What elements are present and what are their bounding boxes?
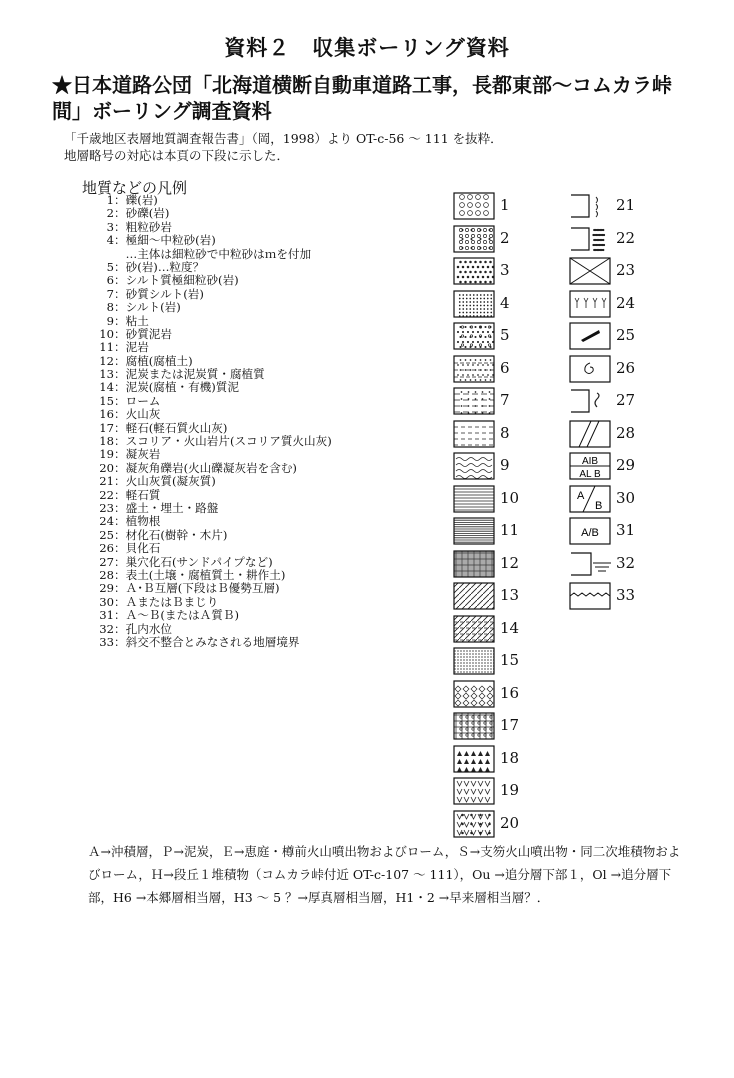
legend-item-number: 6 (106, 273, 114, 288)
legend-swatch-number: 16 (500, 683, 520, 702)
legend-item-label: ：軽石(軽石質火山灰) (114, 420, 228, 435)
legend-item (88, 636, 448, 649)
legend-swatch-pattern (453, 745, 497, 774)
legend-item-number: 23 (99, 500, 114, 515)
legend-item-number: 21 (99, 474, 114, 489)
legend-swatch-row (566, 420, 676, 453)
legend-item-label: ：火山灰 (114, 407, 161, 422)
legend-swatch-number: 20 (500, 813, 520, 832)
legend-item-label: ：泥炭または泥炭質・腐植質 (114, 367, 265, 382)
legend-item (88, 408, 448, 421)
legend-swatch-row (566, 452, 676, 485)
legend-item-number: 18 (99, 434, 114, 449)
legend-swatch-row (566, 485, 676, 518)
legend-item-number: 1 (106, 193, 114, 207)
legend-item-label: ：凝灰岩 (114, 447, 161, 462)
legend-item-label: ：砂礫(岩) (114, 206, 170, 221)
legend-item (88, 515, 448, 528)
legend-swatch-pattern (569, 485, 613, 514)
legend-swatch-row (450, 517, 540, 550)
legend-swatch-pattern (453, 777, 497, 806)
legend-swatch-column-1 (450, 192, 540, 842)
legend-swatch-row (566, 225, 676, 258)
legend-swatch-number: 31 (616, 521, 636, 539)
legend-swatch-number: 3 (500, 261, 510, 279)
document-subtitle: ★日本道路公団「北海道横断自動車道路工事，長都東部～コムカラ峠間」ボーリング調査資料 (52, 73, 672, 123)
legend-swatch-row (566, 322, 676, 355)
legend-item (88, 261, 448, 274)
legend-item-label: ：貝化石 (114, 541, 161, 556)
legend-swatch-pattern (569, 290, 613, 319)
legend-swatch-row (450, 647, 540, 680)
legend-swatch-pattern (453, 810, 497, 839)
legend-swatch-pattern (569, 582, 613, 611)
legend-item-label: ：Ａ～Ｂ(またはＡ質Ｂ) (114, 608, 239, 623)
legend-swatch-pattern (453, 257, 497, 286)
legend-swatch-number: 33 (616, 586, 636, 604)
legend-swatch-number: 30 (616, 488, 636, 507)
legend-swatch-pattern (453, 192, 497, 221)
legend-list (88, 194, 448, 649)
legend-swatch-row (450, 777, 540, 810)
legend-item (88, 502, 448, 515)
legend-swatch-pattern (453, 322, 497, 351)
legend-item-number: 29 (99, 581, 114, 596)
swatch-30-a-label: A (577, 489, 585, 502)
legend-item-number: 10 (99, 326, 114, 341)
legend-swatch-pattern (569, 517, 613, 546)
legend-swatch-pattern (569, 550, 613, 579)
legend-swatch-row (450, 550, 540, 583)
legend-item (88, 489, 448, 502)
legend-swatch-row (450, 257, 540, 290)
legend-swatch-row (450, 680, 540, 713)
legend-swatch-row (566, 355, 676, 388)
legend-swatch-number: 23 (616, 261, 636, 279)
legend-item-label: ：火山灰質(凝灰質) (114, 474, 216, 489)
legend-item (88, 569, 448, 582)
legend-swatch-row (566, 192, 676, 225)
legend-item-number: 20 (99, 460, 114, 475)
legend-swatch-pattern (569, 192, 613, 221)
legend-item-number: 16 (99, 407, 114, 422)
legend-swatch-number: 17 (500, 716, 520, 734)
swatch-30-b-label: B (595, 499, 603, 512)
legend-item (88, 355, 448, 368)
legend-item-number: 32 (99, 621, 114, 636)
legend-swatch-pattern (453, 517, 497, 546)
legend-item-number: 7 (106, 286, 114, 301)
legend-swatch-row (450, 290, 540, 323)
legend-item (88, 315, 448, 328)
legend-item-label: ：粗粒砂岩 (114, 219, 172, 234)
legend-item-label: …主体は細粒砂で中粒砂はｍを付加 (114, 246, 312, 261)
legend-item-number: 14 (99, 380, 114, 395)
legend-item-number: 22 (99, 487, 114, 502)
legend-item-label: ：巣穴化石(サンドパイプなど) (114, 554, 273, 569)
legend-item (88, 582, 448, 595)
legend-swatch-column-2 (566, 192, 676, 615)
legend-item (88, 341, 448, 354)
legend-swatch-pattern (453, 452, 497, 481)
legend-swatch-pattern (453, 355, 497, 384)
legend-swatch-number: 8 (500, 423, 510, 442)
legend-item-number: 11 (99, 340, 114, 355)
legend-swatch-number: 22 (616, 228, 636, 247)
legend-swatch-row (450, 387, 540, 420)
legend-swatch-row (566, 257, 676, 290)
legend-item-number: 25 (99, 527, 114, 542)
legend-item (88, 395, 448, 408)
legend-swatch-pattern (453, 615, 497, 644)
legend-item-label: ：表土(土壌・腐植質土・耕作土) (114, 567, 286, 582)
legend-item (88, 234, 448, 247)
legend-swatch-row (566, 387, 676, 420)
legend-item-label: ：粘土 (114, 313, 149, 328)
legend-swatch-pattern (569, 452, 613, 481)
legend-item-label: ：シルト質極細粒砂(岩) (114, 273, 239, 288)
legend-item-label: ：植物根 (114, 514, 161, 529)
legend-item-label: ：凝灰角礫岩(火山礫凝灰岩を含む) (114, 460, 297, 475)
legend-item-label: ：スコリア・火山岩片(スコリア質火山灰) (114, 434, 332, 449)
legend-item-number: 28 (99, 567, 114, 582)
legend-item (88, 221, 448, 234)
legend-item-label: ：腐植(腐植土) (114, 353, 193, 368)
legend-swatch-number: 27 (616, 391, 636, 409)
legend-item-number: 9 (106, 313, 114, 328)
legend-item (88, 301, 448, 314)
legend-swatch-number: 14 (500, 618, 520, 637)
legend-swatch-pattern (569, 387, 613, 416)
legend-item-number: 19 (99, 447, 114, 462)
legend-item (88, 207, 448, 220)
legend-swatch-number: 12 (500, 553, 520, 572)
legend-swatch-number: 28 (616, 423, 636, 442)
legend-swatch-pattern (453, 225, 497, 254)
legend-swatch-pattern (453, 485, 497, 514)
legend-swatch-pattern (569, 322, 613, 351)
legend-item-number: 27 (99, 554, 114, 569)
legend-swatch-pattern (569, 420, 613, 449)
legend-item (88, 556, 448, 569)
legend-item (88, 381, 448, 394)
legend-swatch-row (450, 745, 540, 778)
legend-swatch-row (450, 810, 540, 843)
legend-item-label: ：シルト(岩) (114, 300, 181, 315)
legend-item-label: ：砂質泥岩 (114, 326, 172, 341)
legend-swatch-row (450, 420, 540, 453)
legend-item-number: 30 (99, 594, 114, 609)
legend-item-number: 33 (99, 634, 114, 649)
legend-item (88, 596, 448, 609)
page-title: 資料２ 収集ボーリング資料 (224, 35, 510, 60)
legend-item-label: ：砂(岩)…粒度？ (114, 259, 205, 274)
legend-swatch-pattern (453, 647, 497, 676)
legend-item (88, 194, 448, 207)
legend-swatch-pattern (453, 680, 497, 709)
legend-item-number: 15 (99, 393, 114, 408)
swatch-29-bottom-label: AL B (579, 469, 601, 480)
legend-item (88, 448, 448, 461)
legend-swatch-number: 15 (500, 651, 520, 669)
legend-item-number: 24 (99, 514, 114, 529)
legend-swatch-row (566, 517, 676, 550)
legend-item-number: 17 (99, 420, 114, 435)
legend-swatch-row (566, 550, 676, 583)
legend-item-label: ：極細～中粒砂(岩) (114, 233, 216, 248)
legend-swatch-pattern (453, 550, 497, 579)
legend-swatch-number: 13 (500, 586, 520, 604)
legend-item-label: ：斜交不整合とみなされる地層境界 (114, 634, 300, 649)
legend-swatch-row (450, 355, 540, 388)
abbreviation-note: 地層略号の対応は本頁の下段に示した． (64, 148, 290, 163)
legend-item (88, 529, 448, 542)
legend-item (88, 623, 448, 636)
legend-item-number: 13 (99, 367, 114, 382)
swatch-29-top-label: AIB (581, 456, 599, 467)
legend-swatch-pattern (453, 420, 497, 449)
legend-swatch-row (450, 225, 540, 258)
legend-swatch-number: 7 (500, 391, 510, 409)
legend-item-number: 31 (99, 608, 114, 623)
legend-swatch-number: 25 (616, 326, 636, 344)
legend-item-number: 4 (106, 233, 114, 248)
legend-swatch-row (450, 192, 540, 225)
legend-swatch-number: 21 (616, 196, 636, 214)
legend-item-number: 3 (106, 219, 114, 234)
swatch-31-label: A/B (581, 527, 599, 539)
legend-swatch-pattern (453, 290, 497, 319)
legend-swatch-number: 4 (500, 293, 510, 312)
legend-item (88, 328, 448, 341)
legend-item-label: ：ＡまたはＢまじり (114, 594, 219, 609)
legend-item-label: ：ローム (114, 393, 161, 408)
legend-item-number: 26 (99, 541, 114, 556)
legend-item-number: 5 (106, 259, 114, 274)
legend-swatch-number: 26 (616, 358, 636, 377)
legend-swatch-number: 29 (616, 456, 636, 474)
legend-swatch-row (566, 290, 676, 323)
legend-swatch-number: 24 (616, 293, 636, 312)
legend-item (88, 422, 448, 435)
legend-swatch-number: 2 (500, 228, 510, 247)
legend-swatch-pattern (453, 582, 497, 611)
legend-item (88, 288, 448, 301)
legend-swatch-row (566, 582, 676, 615)
legend-swatch-number: 11 (500, 521, 520, 539)
legend-swatch-number: 1 (500, 196, 510, 214)
legend-swatch-number: 10 (500, 488, 520, 507)
legend-item-label: ：Ａ･Ｂ互層(下段はＢ優勢互層) (114, 581, 280, 596)
legend-swatch-number: 18 (500, 748, 520, 767)
legend-swatch-row (450, 485, 540, 518)
source-note: 「千歳地区表層地質調査報告書」（岡，1998）より OT-c-56 ～ 111 を抜粋． (64, 131, 503, 146)
legend-item (88, 248, 448, 261)
legend-swatch-number: 6 (500, 358, 510, 377)
legend-swatch-pattern (569, 225, 613, 254)
legend-item (88, 542, 448, 555)
legend-item (88, 609, 448, 622)
legend-item-label: ：軽石質 (114, 487, 161, 502)
legend-swatch-row (450, 452, 540, 485)
legend-swatch-pattern (453, 387, 497, 416)
legend-item-number: 2 (106, 206, 114, 221)
legend-swatch-number: 5 (500, 326, 510, 344)
legend-item-number: 12 (99, 353, 114, 368)
legend-swatch-number: 32 (616, 553, 636, 572)
legend-item-label: ：泥炭(腐植・有機)質泥 (114, 380, 239, 395)
legend-item-number: 8 (106, 300, 114, 315)
legend-item (88, 475, 448, 488)
stratigraphy-footnote: Ａ→沖積層，Ｐ→泥炭，Ｅ→恵庭・樽前火山噴出物およびローム，Ｓ→支笏火山噴出物・同二次堆積物およびローム，Ｈ→段丘１堆積物（コムカラ峠付近 OT-c-107 ～ 111），Ou →追分層下部１，Ol →追分層下部，H6 →本郷層相当層，H3 ～ 5 ？→厚真層相当層，H1・2 →早来層相当層？． (88, 844, 681, 905)
legend-swatch-pattern (453, 712, 497, 741)
legend-swatch-row (450, 615, 540, 648)
legend-swatch-row (450, 322, 540, 355)
legend-item (88, 274, 448, 287)
legend-item-label: ：砂質シルト(岩) (114, 286, 204, 301)
legend-swatch-number: 19 (500, 781, 520, 799)
legend-item (88, 435, 448, 448)
legend-item-label: ：盛土・埋土・路盤 (114, 500, 219, 515)
legend-item (88, 462, 448, 475)
legend-swatch-row (450, 582, 540, 615)
legend-item-label: ：礫(岩) (114, 193, 158, 207)
legend-swatch-pattern (569, 355, 613, 384)
legend-swatch-pattern (569, 257, 613, 286)
legend-item-label: ：泥岩 (114, 340, 149, 355)
legend-item (88, 368, 448, 381)
legend-item-label: ：材化石(樹幹・木片) (114, 527, 228, 542)
legend-swatch-number: 9 (500, 456, 510, 474)
legend-heading: 地質などの凡例 (82, 179, 188, 197)
legend-swatch-row (450, 712, 540, 745)
legend-item-label: ：孔内水位 (114, 621, 172, 636)
